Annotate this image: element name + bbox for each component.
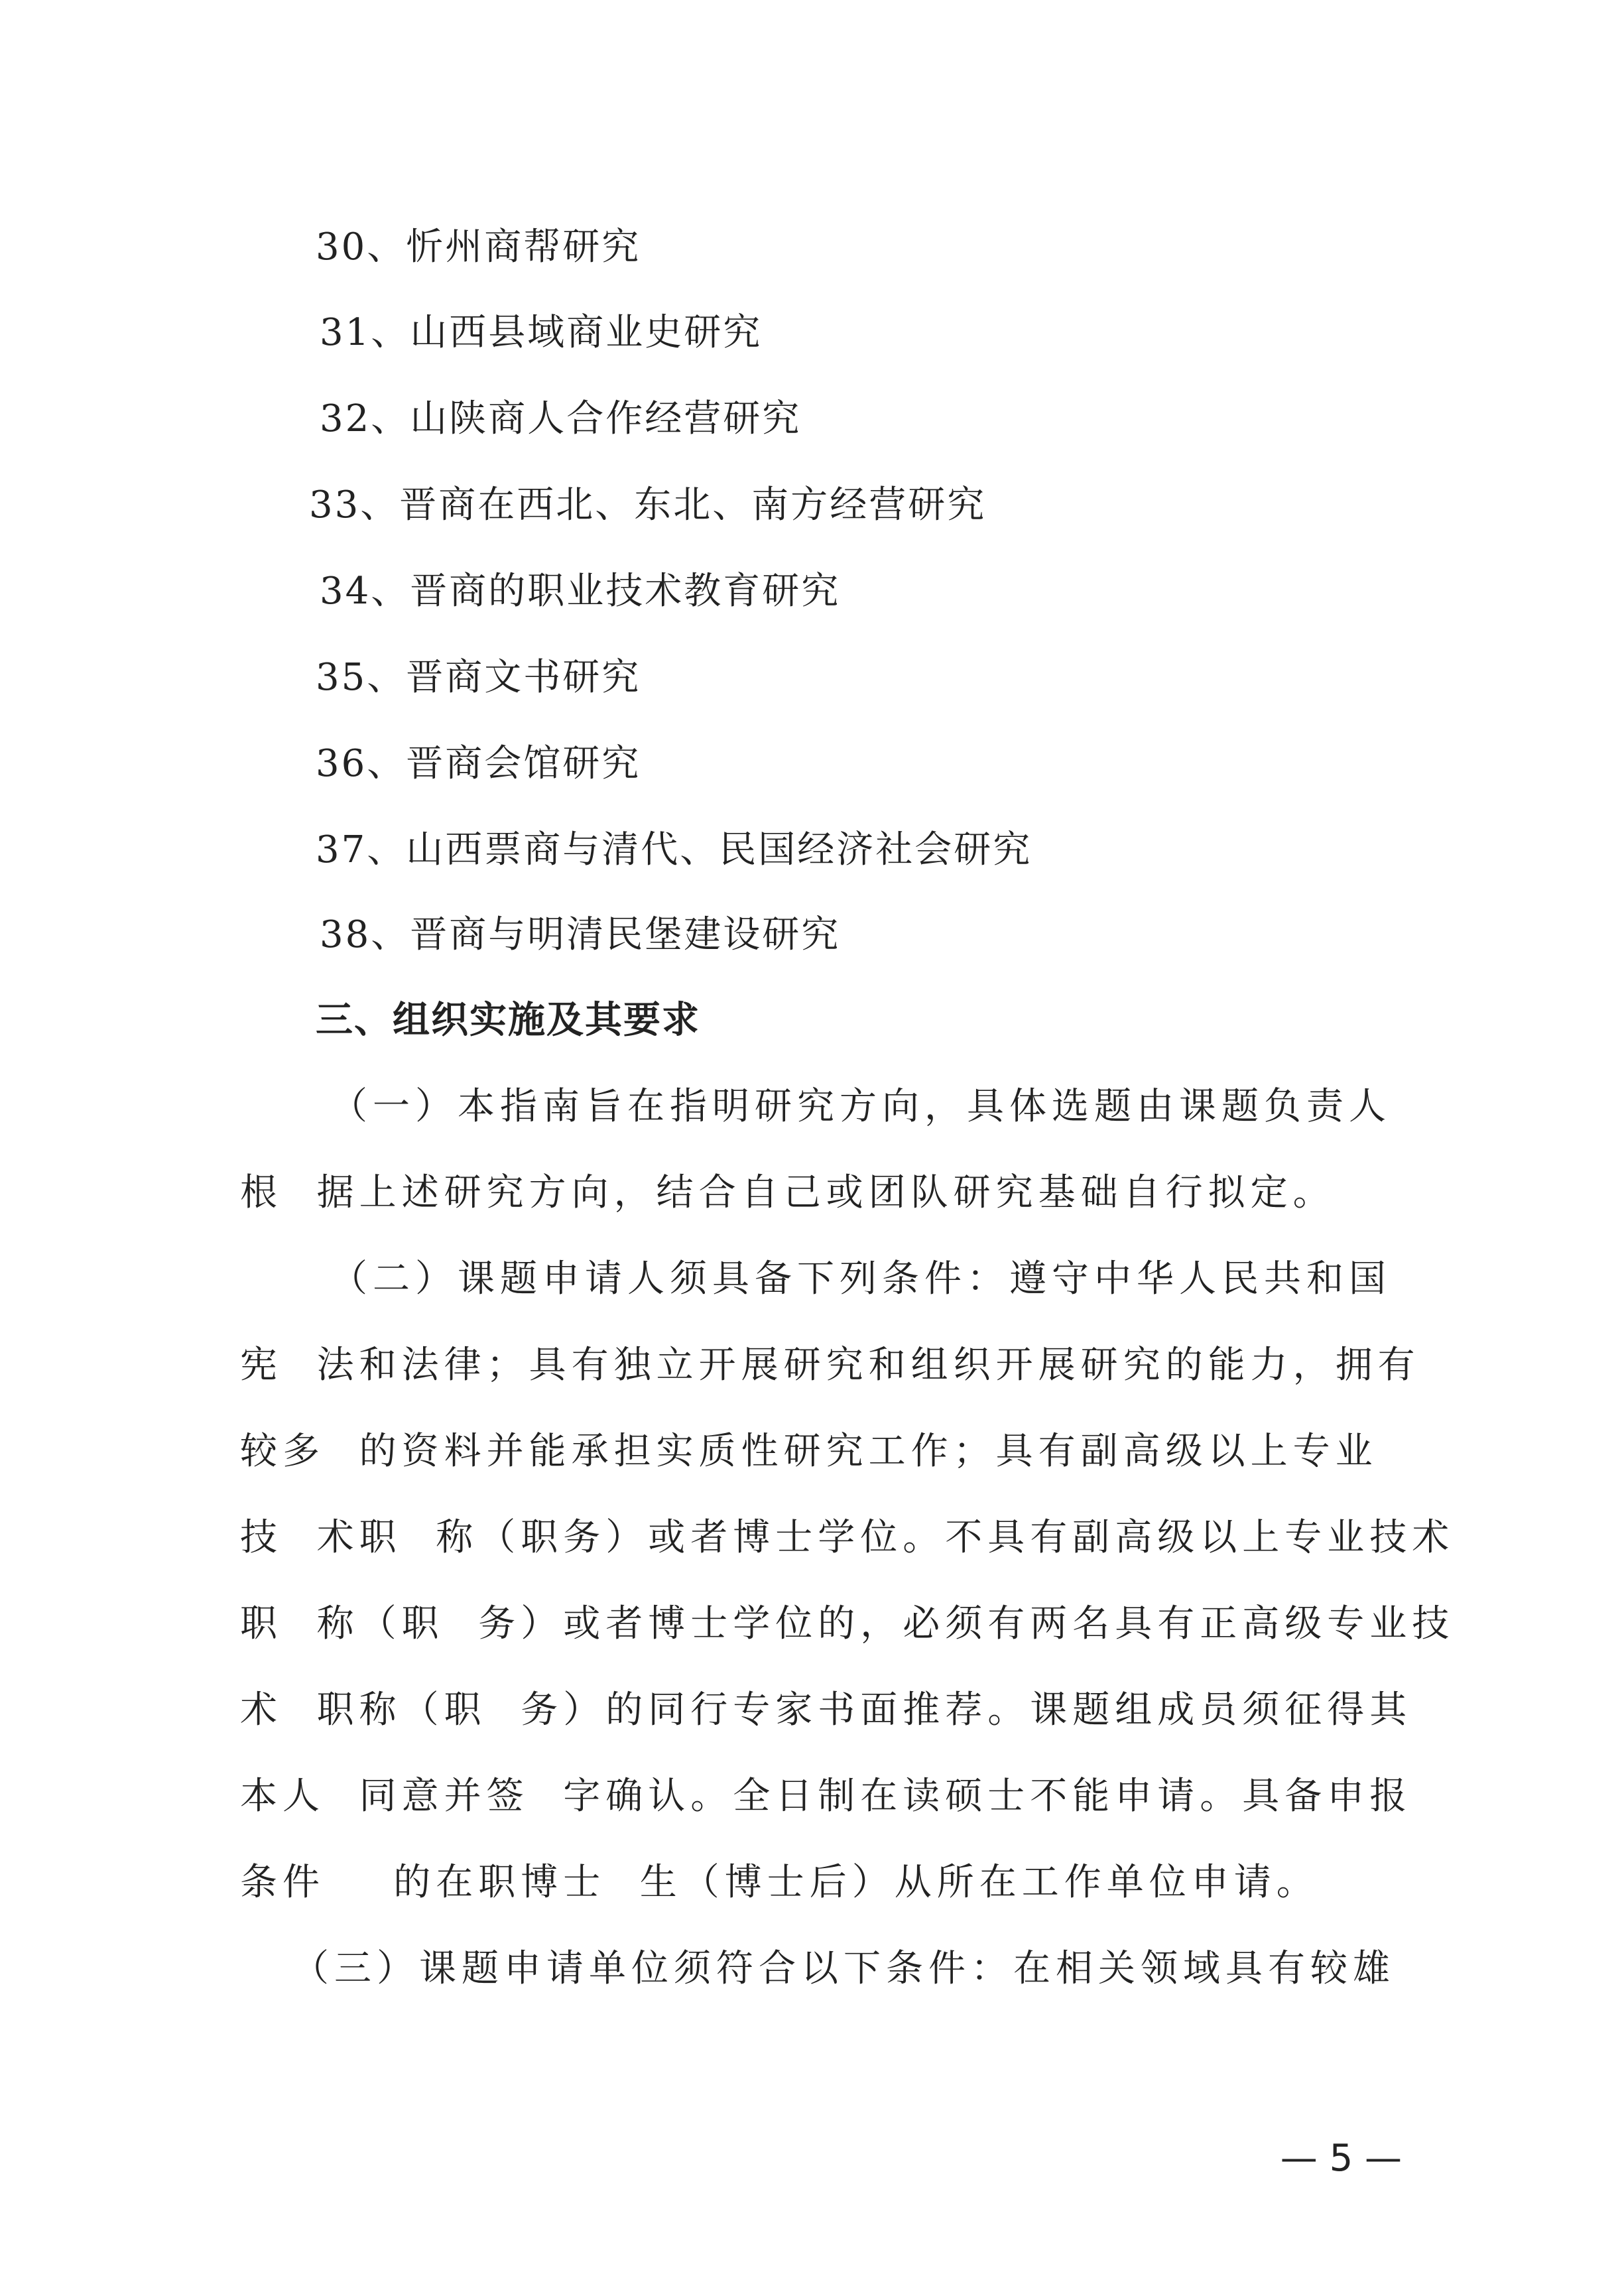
paragraph-line: （二）课题申请人须具备下列条件：遵守中华人民共和国 — [330, 1257, 1391, 1300]
list-item: 32、山陕商人合作经营研究 — [320, 397, 802, 440]
list-item: 34、晋商的职业技术教育研究 — [320, 570, 841, 613]
paragraph-line: 技 术职 称（职务）或者博士学位。不具有副高级以上专业技术 — [240, 1516, 1455, 1559]
list-item: 30、忻州商帮研究 — [316, 225, 641, 269]
page-number: — 5 — — [1280, 2137, 1402, 2180]
paragraph-line: 职 称（职 务）或者博士学位的，必须有两名具有正高级专业技 — [240, 1602, 1455, 1645]
list-item: 38、晋商与明清民堡建设研究 — [320, 913, 841, 956]
section-heading: 三、组织实施及其要求 — [316, 999, 700, 1042]
paragraph-line: 术 职称（职 务）的同行专家书面推荐。课题组成员须征得其 — [240, 1688, 1412, 1732]
paragraph-line: 宪 法和法律；具有独立开展研究和组织开展研究的能力，拥有 — [240, 1344, 1420, 1387]
list-item: 35、晋商文书研究 — [316, 656, 641, 699]
paragraph-line: 较多 的资料并能承担实质性研究工作；具有副高级以上专业 — [240, 1430, 1378, 1473]
paragraph-line: 本人 同意并签 字确认。全日制在读硕士不能申请。具备申报 — [240, 1775, 1412, 1818]
paragraph-line: （三）课题申请单位须符合以下条件：在相关领域具有较雄 — [292, 1947, 1395, 1990]
list-item: 31、山西县域商业史研究 — [320, 311, 763, 354]
list-item: 36、晋商会馆研究 — [316, 742, 641, 785]
list-item: 33、晋商在西北、东北、南方经营研究 — [309, 483, 987, 527]
paragraph-line: 根 据上述研究方向，结合自己或团队研究基础自行拟定。 — [240, 1171, 1336, 1214]
list-item: 37、山西票商与清代、民国经济社会研究 — [316, 828, 1032, 871]
paragraph-line: 条件 的在职博士 生（博士后）从所在工作单位申请。 — [240, 1861, 1319, 1904]
paragraph-line: （一）本指南旨在指明研究方向，具体选题由课题负责人 — [330, 1085, 1391, 1128]
